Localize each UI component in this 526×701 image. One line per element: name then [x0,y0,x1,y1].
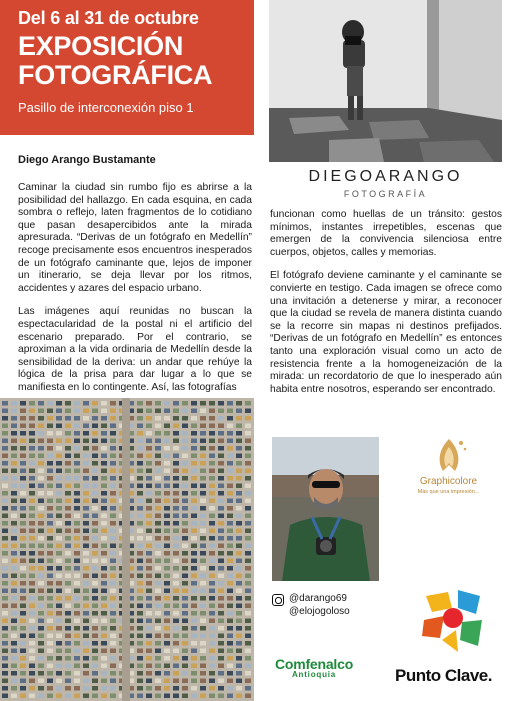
graphicolore-name: Graphicolore [419,476,478,487]
instagram-icon [272,594,284,606]
paragraph: Caminar la ciudad sin rumbo fijo es abrirse a la posibilidad del hallazgo. En cada esquina, en cada sombra o reflejo, laten fragmentos de lo cotidiano que pasan desapercibidos ante la mirada apresurada. “Derivas de un fotógrafo en Medellín” recoge precisamente esos encuentros inesperados de un fotógrafo caminante que, lejos de imponer un itinerario, se deja llevar por los ritmos, accidentes y azares del espacio urbano. [18,182,252,294]
photographer-brand [269,168,502,199]
instagram-handle-1: @darango69 [289,593,347,604]
exhibition-banner [0,0,254,135]
text-column-left [18,182,252,406]
title-line-2: FOTOGRÁFICA [18,60,213,90]
text-column-right [270,209,502,407]
paragraph: Las imágenes aquí reunidas no buscan la espectacularidad de la postal ni el artificio del escenario preparado. Por el contrario, se aproximan a la vida ordinaria de Medellín desde la sensibilidad de la deriva: un andar que rehúye la lógica de la prisa para dar lugar a lo que se manifiesta en lo contingente. Así, las fotografías [18,306,252,393]
paragraph: El fotógrafo deviene caminante y el caminante se convierte en testigo. Cada imagen se ofrece como una invitación a detenerse y mirar, a reconocer que la ciudad se revela de manera distinta cuando se la recorre sin mapas ni destinos prefijados. “Derivas de un fotógrafo en Medellín” es entonces tanto una exploración visual como un acto de resistencia frente a la homogeneización de la mirada: un recordatorio de que lo inesperado aún habita entre nosotros, esperando ser encontrado. [270,270,502,395]
comfenalco-name: Comfenalco [274,656,354,672]
punto-clave-logo [418,586,488,656]
brand-name: DIEGOARANGO [308,168,463,185]
instagram-handle-2: @elojogoloso [289,606,350,617]
title-line-1: EXPOSICIÓN [18,31,184,61]
paragraph: funcionan como huellas de un tránsito: gestos mínimos, instantes irrepetibles, escenas que emergen de la convivencia silenciosa entre cuerpos, objetos, calles y memorias. [270,209,502,258]
social-handles [272,592,350,618]
punto-clave-name: Punto Clave. [395,666,492,685]
hero-photo [269,0,502,162]
comfenalco-logo [269,656,359,679]
building-photo [0,398,254,701]
graphicolore-sponsor [391,435,506,495]
graphicolore-tagline: Más que una impresión... [417,489,480,495]
brand-subtitle: FOTOGRAFÍA [343,189,428,199]
exhibition-location: Pasillo de interconexión piso 1 [18,100,194,115]
exhibition-dates: Del 6 al 31 de octubre [18,8,199,28]
graphicolore-logo [429,435,469,475]
photographer-portrait [272,437,379,581]
author-name: Diego Arango Bustamante [18,154,156,166]
comfenalco-region: Antioquia [291,670,337,679]
